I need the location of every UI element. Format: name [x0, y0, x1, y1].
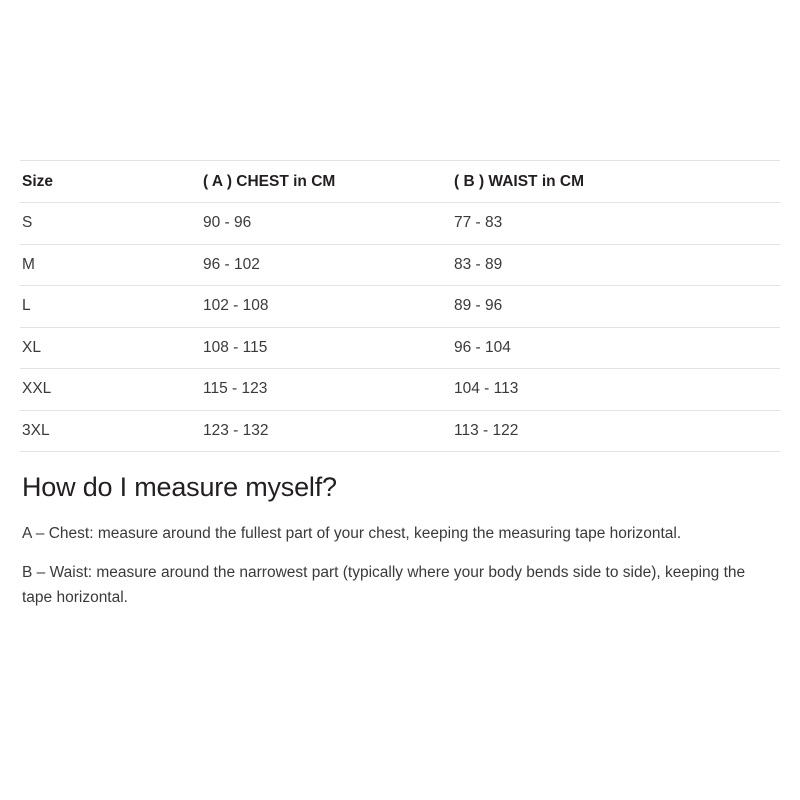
table-row	[20, 369, 780, 411]
cell-chest: 90 - 96	[112, 203, 452, 245]
cell-waist: 89 - 96	[452, 286, 780, 328]
table-row	[20, 244, 780, 286]
size-chart-table	[20, 160, 780, 452]
cell-chest: 102 - 108	[112, 286, 452, 328]
cell-waist: 83 - 89	[452, 244, 780, 286]
cell-chest: 115 - 123	[112, 369, 452, 411]
column-header-waist: ( B ) WAIST in CM	[452, 161, 780, 203]
cell-chest: 123 - 132	[112, 410, 452, 452]
cell-chest: 108 - 115	[112, 327, 452, 369]
table-row	[20, 327, 780, 369]
table-row	[20, 286, 780, 328]
cell-size: L	[20, 286, 112, 328]
cell-size: M	[20, 244, 112, 286]
size-chart-body	[20, 203, 780, 452]
table-header-row	[20, 161, 780, 203]
table-row	[20, 203, 780, 245]
measure-waist-text: B – Waist: measure around the narrowest part (typically where your body bends side to side), keeping the tape horizontal.	[22, 564, 746, 607]
cell-chest: 96 - 102	[112, 244, 452, 286]
size-chart-header	[20, 161, 780, 203]
measure-chest-text: A – Chest: measure around the fullest part of your chest, keeping the measuring tape horizontal.	[22, 525, 682, 543]
cell-size: XL	[20, 327, 112, 369]
size-guide-content	[20, 160, 780, 610]
cell-size: 3XL	[20, 410, 112, 452]
cell-waist: 113 - 122	[452, 410, 780, 452]
cell-size: S	[20, 203, 112, 245]
cell-size: XXL	[20, 369, 112, 411]
cell-waist: 77 - 83	[452, 203, 780, 245]
table-row	[20, 410, 780, 452]
cell-waist: 104 - 113	[452, 369, 780, 411]
measure-heading: How do I measure myself?	[22, 472, 337, 502]
column-header-size: Size	[20, 161, 112, 203]
column-header-chest: ( A ) CHEST in CM	[112, 161, 452, 203]
cell-waist: 96 - 104	[452, 327, 780, 369]
